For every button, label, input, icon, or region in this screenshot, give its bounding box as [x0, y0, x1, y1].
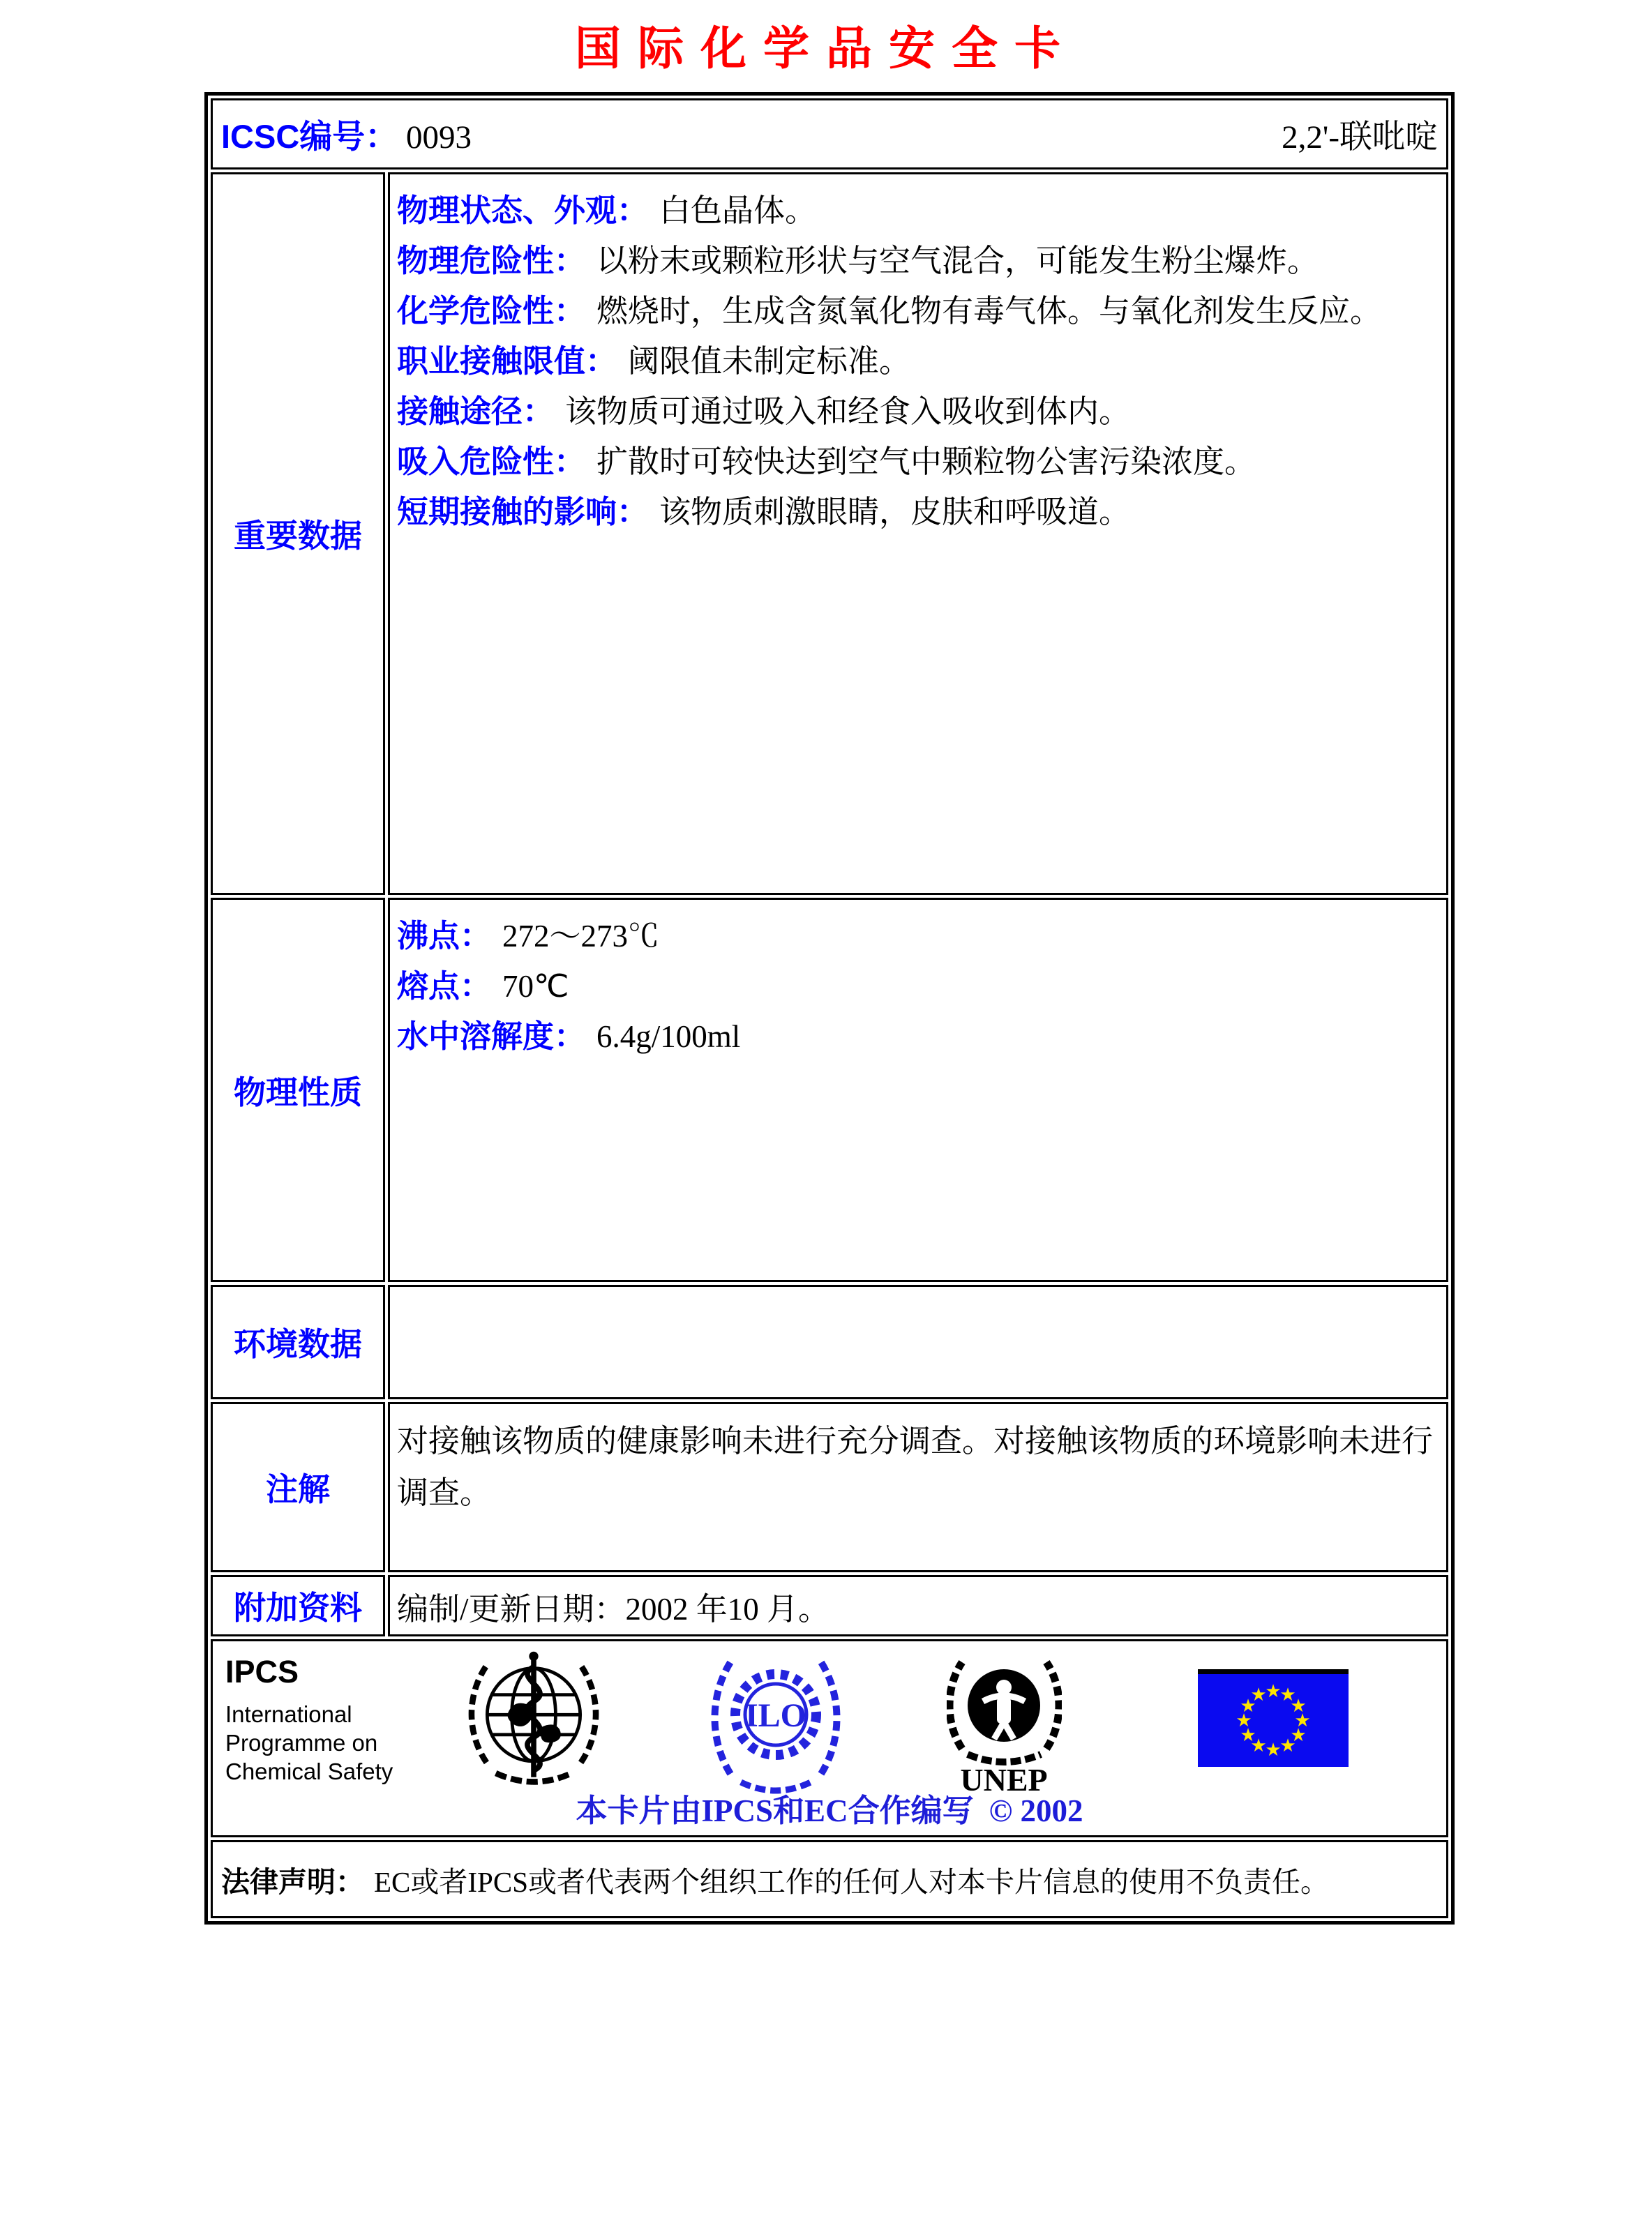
environmental-data-content	[388, 1285, 1448, 1399]
physical-properties-section-label: 物理性质	[211, 898, 385, 1282]
header-row	[211, 98, 1448, 170]
svg-text:★: ★	[1240, 1725, 1256, 1746]
additional-info-content	[388, 1575, 1448, 1636]
property-value: 扩散时可较快达到空气中颗粒物公害污染浓度。	[596, 444, 1256, 479]
property-line	[397, 911, 1439, 961]
icsc-number-value: 0093	[406, 119, 472, 156]
icsc-number-group	[221, 111, 472, 158]
icsc-number-label: ICSC编号：	[221, 117, 398, 155]
svg-text:★: ★	[1250, 1735, 1267, 1756]
page-title: 国际化学品安全卡	[575, 24, 1077, 75]
important-data-section-label: 重要数据	[211, 172, 385, 895]
ipcs-line: Programme on	[225, 1730, 378, 1756]
physical-properties-content	[388, 898, 1448, 1282]
property-value: 该物质刺激眼睛，皮肤和呼吸道。	[659, 495, 1131, 529]
svg-text:★: ★	[1290, 1696, 1307, 1717]
svg-text:★: ★	[1250, 1685, 1267, 1705]
ilo-logo-text: ILO	[744, 1697, 807, 1734]
ipcs-line: International	[225, 1701, 352, 1727]
svg-text:★: ★	[1236, 1710, 1252, 1731]
additional-info-text: 编制/更新日期：2002 年10 月。	[397, 1591, 830, 1627]
notes-row	[211, 1402, 1448, 1572]
additional-info-section-label: 附加资料	[211, 1575, 385, 1636]
property-label: 水中溶解度：	[397, 1018, 586, 1054]
ipcs-acronym: IPCS	[225, 1654, 299, 1689]
property-label: 短期接触的影响：	[397, 494, 649, 529]
property-line	[397, 961, 1439, 1011]
svg-text:★: ★	[1240, 1696, 1256, 1717]
notes-content	[388, 1402, 1448, 1572]
chemical-name: 2,2'-联吡啶	[1282, 119, 1438, 156]
physical-properties-row	[211, 898, 1448, 1282]
property-line	[397, 437, 1439, 487]
svg-text:★: ★	[1265, 1740, 1282, 1761]
logos-row	[211, 1639, 1448, 1837]
property-line	[397, 487, 1439, 537]
svg-text:★: ★	[1265, 1681, 1282, 1702]
property-line	[397, 286, 1439, 336]
svg-text:★: ★	[1279, 1685, 1296, 1705]
property-value: 以粉末或颗粒形状与空气混合，可能发生粉尘爆炸。	[596, 243, 1319, 278]
important-data-content	[388, 172, 1448, 895]
property-label: 吸入危险性：	[397, 444, 586, 479]
property-label: 接触途径：	[397, 393, 555, 429]
card-header	[213, 111, 1446, 158]
property-line	[397, 336, 1439, 386]
card-table	[204, 92, 1455, 1925]
copyright-text: © 2002	[989, 1793, 1083, 1828]
additional-info-row	[211, 1575, 1448, 1636]
legal-notice	[213, 1859, 1446, 1900]
property-value: 白色晶体。	[659, 193, 817, 228]
property-value: 阈限值未制定标准。	[628, 344, 911, 379]
important-data-row	[211, 172, 1448, 895]
property-value: 燃烧时，生成含氮氧化物有毒气体。与氧化剂发生反应。	[596, 294, 1382, 329]
notes-text: 对接触该物质的健康影响未进行充分调查。对接触该物质的环境影响未进行调查。	[397, 1424, 1434, 1510]
ilo-logo-icon	[709, 1648, 842, 1795]
property-label: 沸点：	[397, 918, 492, 954]
legal-notice-text: EC或者IPCS或者代表两个组织工作的任何人对本卡片信息的使用不负责任。	[374, 1865, 1329, 1898]
property-value: 70℃	[502, 969, 569, 1004]
notes-section-label: 注解	[211, 1402, 385, 1572]
svg-text:★: ★	[1290, 1725, 1307, 1746]
svg-text:★: ★	[1279, 1735, 1296, 1756]
property-line	[397, 186, 1439, 236]
property-label: 职业接触限值：	[397, 343, 617, 379]
property-line	[397, 386, 1439, 437]
ipcs-block	[225, 1654, 393, 1786]
property-line	[397, 1011, 1439, 1062]
cooperation-caption-text: 本卡片由IPCS和EC合作编写	[576, 1793, 974, 1828]
who-logo-icon	[464, 1648, 603, 1788]
property-value: 6.4g/100ml	[596, 1019, 741, 1054]
property-label: 化学危险性：	[397, 293, 586, 329]
legal-row	[211, 1840, 1448, 1918]
environmental-data-section-label: 环境数据	[211, 1285, 385, 1399]
environmental-data-row	[211, 1285, 1448, 1399]
cooperation-caption	[213, 1785, 1446, 1830]
ipcs-line: Chemical Safety	[225, 1759, 393, 1784]
property-label: 物理危险性：	[397, 243, 586, 278]
property-label: 熔点：	[397, 968, 492, 1004]
property-value: 该物质可通过吸入和经食入吸收到体内。	[565, 394, 1131, 429]
legal-notice-label: 法律声明：	[221, 1865, 364, 1898]
property-label: 物理状态、外观：	[397, 193, 649, 228]
property-value: 272～273℃	[502, 919, 660, 954]
unep-logo-text: UNEP	[960, 1762, 1048, 1798]
eu-flag-icon	[1198, 1669, 1349, 1767]
unep-logo-icon	[947, 1651, 1062, 1798]
svg-text:★: ★	[1294, 1710, 1311, 1731]
property-line	[397, 236, 1439, 286]
